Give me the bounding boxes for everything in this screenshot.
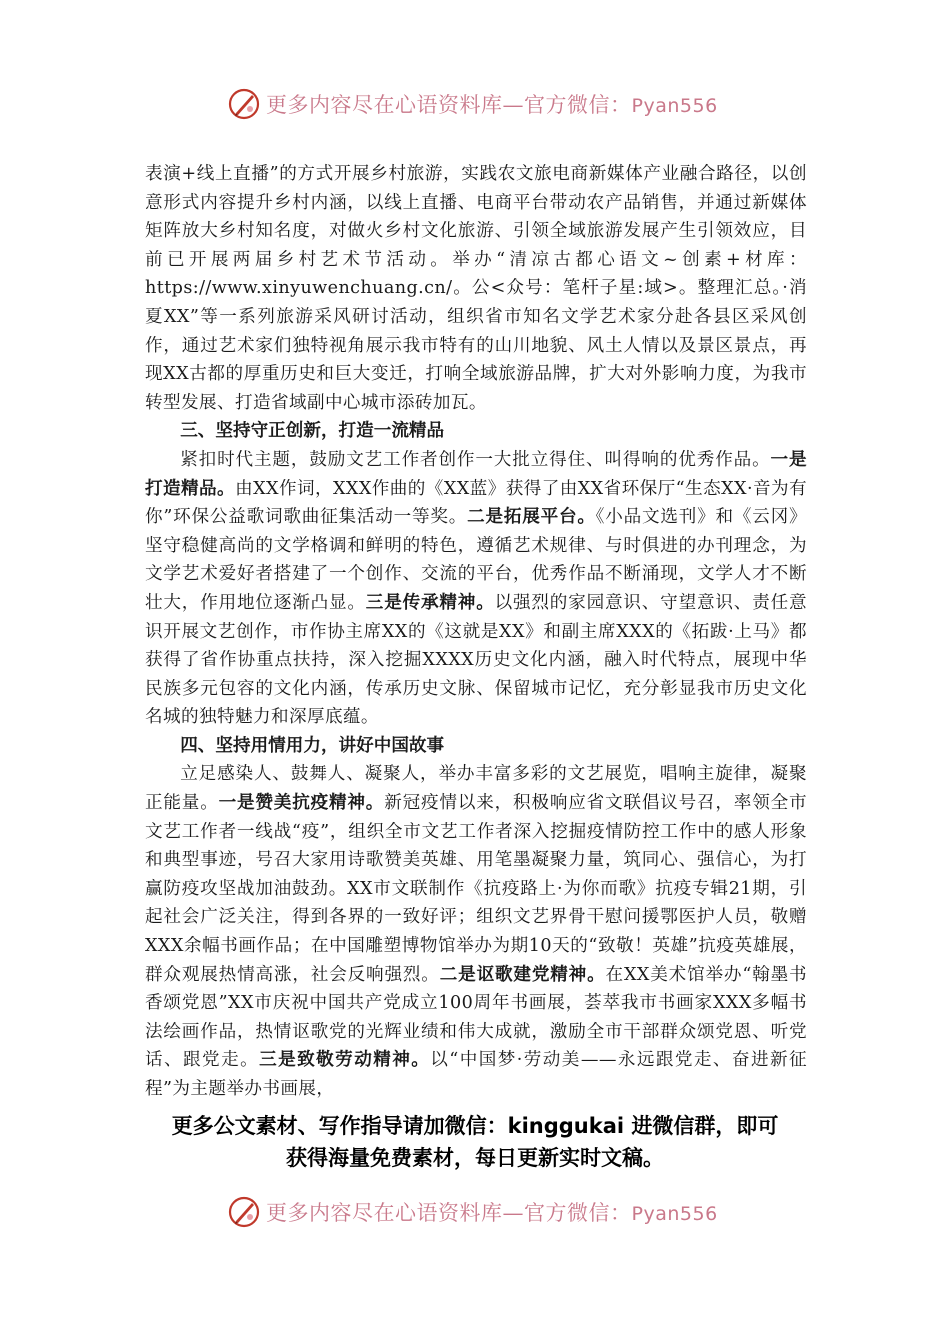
- section-4-point3-text: 以“中国梦·劳动美——永远跟党走、奋进新征程”为主题举办书画展，: [145, 1050, 807, 1099]
- section-4-point2-text: 在XX美术馆举办“翰墨书香颂党恩”XX市庆祝中国共产党成立100周年书画展，荟萃我市书画家XXX多幅书法绘画作品，热情讴歌党的光辉业绩和伟大成就，激励全市干部群众颂党恩、听党话、跟党走。: [145, 964, 807, 1071]
- section-4-heading: 四、坚持用情用力，讲好中国故事: [180, 734, 445, 756]
- section-4-point3-label: 三是致敬劳动精神。: [259, 1049, 431, 1071]
- pen-logo-icon: [226, 86, 262, 122]
- section-4-point1-label: 一是赞美抗疫精神。: [218, 792, 385, 814]
- document-body: [145, 160, 807, 1104]
- footer-banner: [0, 1192, 950, 1232]
- section-3-paragraph: [145, 446, 807, 732]
- section-3-point3-label: 三是传承精神。: [365, 591, 495, 613]
- pen-logo-icon: [226, 1194, 262, 1230]
- banner-wechat-id: Pyan556: [631, 1203, 718, 1225]
- paragraph-rural-tourism: 表演+线上直播”的方式开展乡村旅游，实践农文旅电商新媒体产业融合路径，以创意形式内容提升乡村内涵，以线上直播、电商平台带动农产品销售，并通过新媒体矩阵放大乡村知名度，对做火乡村文化旅游、引领全域旅游发展产生引领效应，目前已开展两届乡村艺术节活动。举办“清凉古都心语文~创素+材库：https://www.xinyuwenchuang.cn/。公<众号：笔杆子星:域>。整理汇总。·消夏XX”等一系列旅游采风研讨活动，组织省市知名文学艺术家分赴各县区采风创作，通过艺术家们独特视角展示我市特有的山川地貌、风土人情以及景区景点，再现XX古都的厚重历史和巨大变迁，打响全域旅游品牌，扩大对外影响力度，为我市转型发展、打造省域副中心城市添砖加瓦。: [145, 164, 807, 413]
- section-4-point2-label: 二是讴歌建党精神。: [439, 963, 606, 985]
- promo-notice: [100, 1110, 850, 1174]
- section-3-intro: 紧扣时代主题，鼓励文艺工作者创作一大批立得住、叫得响的优秀作品。: [180, 449, 771, 470]
- section-3-point1-label: 一是打造精品。: [145, 448, 807, 499]
- header-banner: [0, 84, 950, 124]
- banner-wechat-id: Pyan556: [631, 95, 718, 117]
- section-3-point3-text: 以强烈的家园意识、守望意识、责任意识开展文艺创作，市作协主席XX的《这就是XX》和副主席XXX的《拓跋·上马》都获得了省作协重点扶持，深入挖掘XXXX历史文化内涵，融入时代特点，展现中华民族多元包容的文化内涵，传承历史文脉、保留城市记忆，充分彰显我市历史文化名城的独特魅力和深厚底蕴。: [145, 592, 807, 728]
- section-4-intro: 立足感染人、鼓舞人、凝聚人，举办丰富多彩的文艺展览，唱响主旋律，凝聚正能量。: [145, 764, 807, 814]
- section-3-point1-text: 由XX作词，XXX作曲的《XX蓝》获得了由XX省环保厅“生态XX·音为有你”环保公益歌词歌曲征集活动一等奖。: [145, 478, 807, 528]
- section-3-point2-text: 《小品文选刊》和《云冈》坚守稳健高尚的文学格调和鲜明的特色，遵循艺术规律、与时俱进的办刊理念，为文学艺术爱好者搭建了一个创作、交流的平台，优秀作品不断涌现，文学人才不断壮大，作用地位逐渐凸显。: [145, 507, 807, 613]
- promo-line-2: 获得海量免费素材，每日更新实时文稿。: [286, 1146, 664, 1170]
- section-3-point2-label: 二是拓展平台。: [467, 506, 596, 528]
- banner-text: 更多内容尽在心语资料库—官方微信：: [266, 93, 632, 117]
- promo-line-1: 更多公文素材、写作指导请加微信：kinggukai 进微信群，即可: [171, 1114, 779, 1138]
- section-4-point1-text: 新冠疫情以来，积极响应省文联倡议号召，率领全市文艺工作者一线战“疫”，组织全市文艺工作者深入挖掘疫情防控工作中的感人形象和典型事迹，号召大家用诗歌赞美英雄、用笔墨凝聚力量，筑同心、强信心，为打赢防疫攻坚战加油鼓劲。XX市文联制作《抗疫路上·为你而歌》抗疫专辑21期，引起社会广泛关注，得到各界的一致好评；组织文艺界骨干慰问援鄂医护人员，敬赠XXX余幅书画作品；在中国雕塑博物馆举办为期10天的“致敬！英雄”抗疫英雄展，群众观展热情高涨，社会反响强烈。: [145, 793, 808, 985]
- banner-text: 更多内容尽在心语资料库—官方微信：: [266, 1201, 632, 1225]
- section-3-heading: 三、坚持守正创新，打造一流精品: [180, 420, 445, 442]
- section-4-paragraph: [145, 760, 807, 1103]
